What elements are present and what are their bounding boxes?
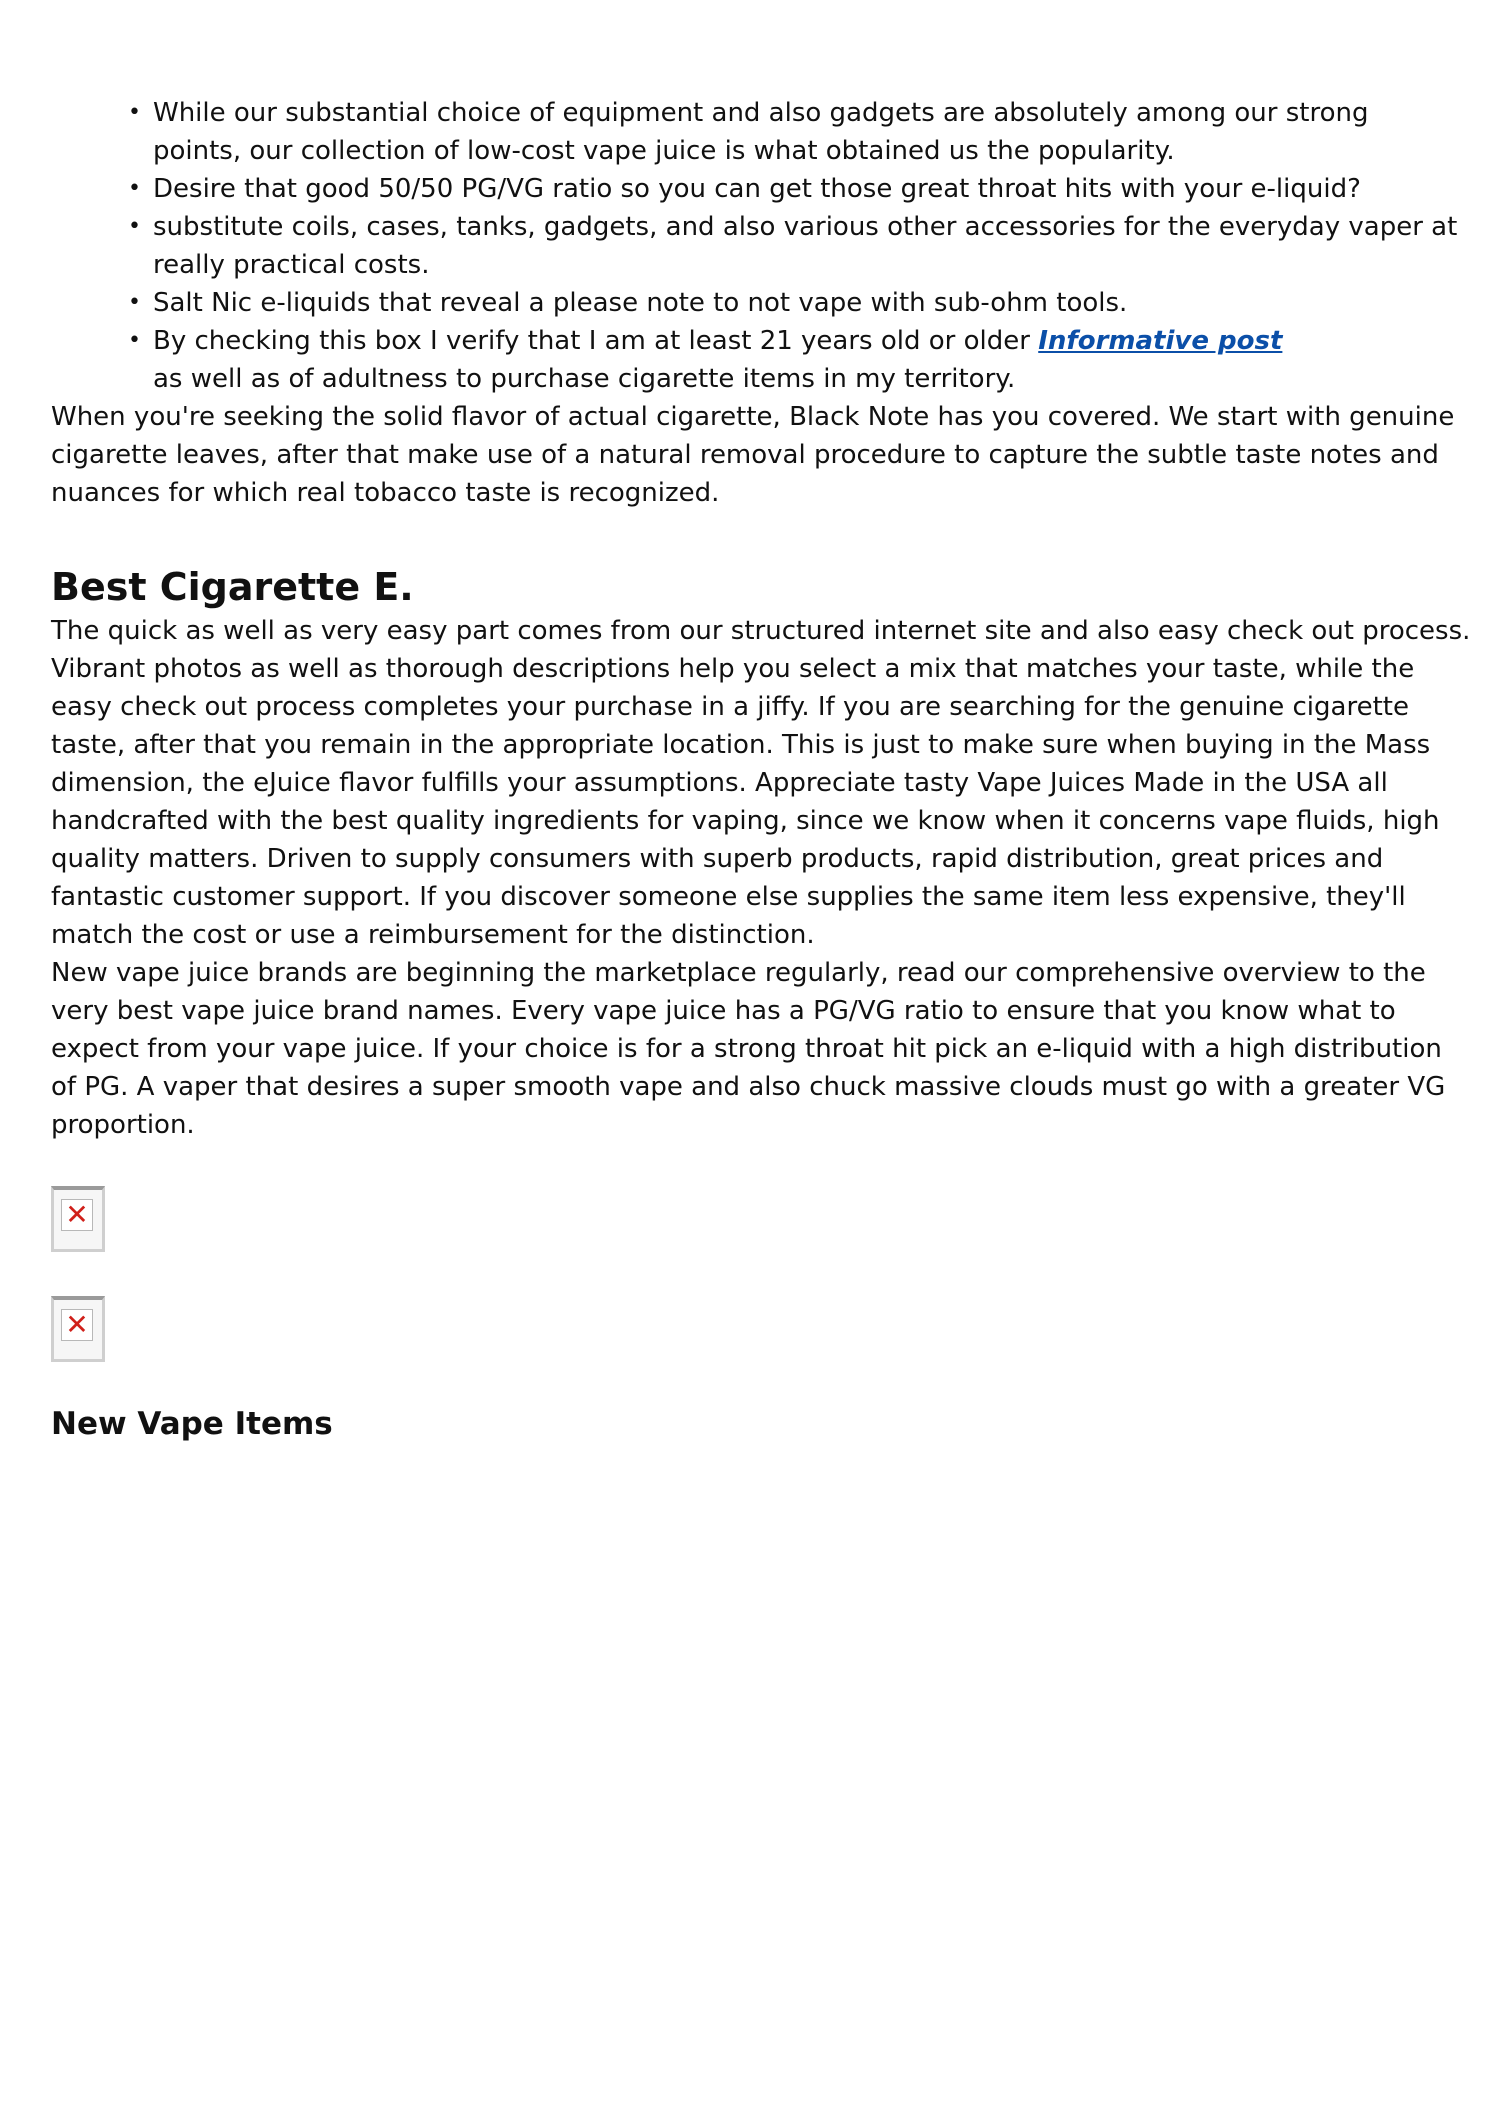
subsection-heading: New Vape Items (51, 1406, 333, 1442)
list-item: • substitute coils, cases, tanks, gadgets, and also various other accessories for the everyday vaper at really practical costs. (153, 208, 1458, 284)
broken-image-icon: ✕ (61, 1199, 93, 1231)
list-item: • While our substantial choice of equipment and also gadgets are absolutely among our strong points, our collection of low-cost vape juice is what obtained us the popularity. (153, 94, 1458, 170)
bullet-text-before-link: By checking this box I verify that I am at least 21 years old or older (153, 326, 1039, 356)
broken-image-icon: ✕ (61, 1309, 93, 1341)
feature-bullet-list (51, 94, 1458, 398)
body-paragraph: The quick as well as very easy part comes from our structured internet site and also easy check out process. Vibrant photos as well as thorough descriptions help you select a mix that matches your taste, while the easy check out process completes your purchase in a jiffy. If you are searching for the genuine cigarette taste, after that you remain in the appropriate location. This is just to make sure when buying in the Mass dimension, the eJuice flavor fulfills your assumptions. Appreciate tasty Vape Juices Made in the USA all handcrafted with the best quality ingredients for vaping, since we know when it concerns vape fluids, high quality matters. Driven to supply consumers with superb products, rapid distribution, great prices and fantastic customer support. If you discover someone else supplies the same item less expensive, they'll match the cost or use a reimbursement for the distinction. (51, 616, 1471, 950)
broken-image (51, 1186, 105, 1252)
bullet-text-after-link: as well as of adultness to purchase cigarette items in my territory. (153, 364, 1016, 394)
informative-post-link[interactable]: Informative post (1038, 326, 1283, 356)
list-item: • Salt Nic e-liquids that reveal a please note to not vape with sub-ohm tools. (153, 284, 1458, 322)
list-item (153, 322, 1458, 398)
section-heading: Best Cigarette E. (51, 565, 414, 609)
broken-image (51, 1296, 105, 1362)
body-paragraph: New vape juice brands are beginning the marketplace regularly, read our comprehensive overview to the very best vape juice brand names. Every vape juice has a PG/VG ratio to ensure that you know what to expect from your vape juice. If your choice is for a strong throat hit pick an e-liquid with a high distribution of PG. A vaper that desires a super smooth vape and also chuck massive clouds must go with a greater VG proportion. (51, 958, 1446, 1140)
intro-paragraph: When you're seeking the solid flavor of actual cigarette, Black Note has you covered. We start with genuine cigarette leaves, after that make use of a natural removal procedure to capture the subtle taste notes and nuances for which real tobacco taste is recognized. (51, 402, 1455, 508)
list-item: • Desire that good 50/50 PG/VG ratio so you can get those great throat hits with your e-liquid? (153, 170, 1458, 208)
